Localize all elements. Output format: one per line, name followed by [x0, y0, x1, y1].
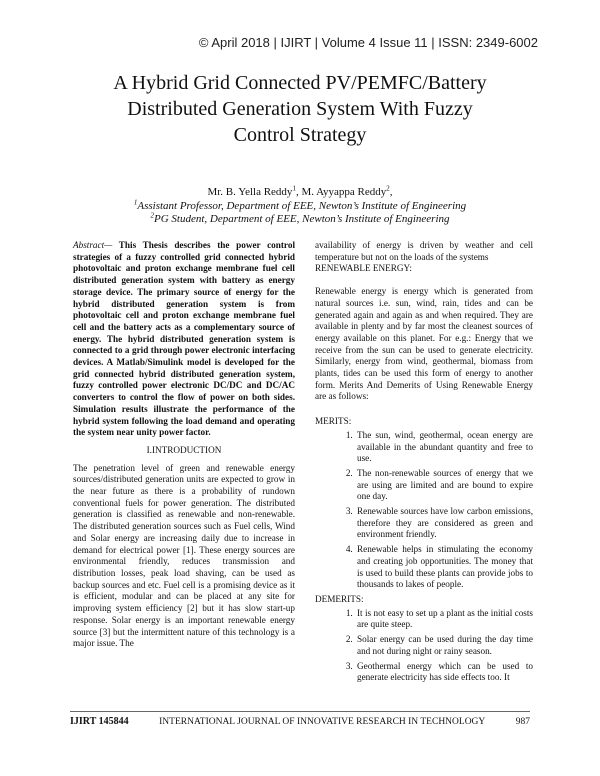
- abstract-text: This Thesis describes the power control strategies of a fuzzy controlled grid connected hybrid photovoltaic and proton exchange membrane fuel cell distributed generation system with battery as energy storage device. The primary source of energy for the hybrid distributed generation system is from photovoltaic cell and proton exchange membrane fuel cell and the battery acts as a complementary source of energy. The hybrid distributed generation system is connected to a grid through power electronic interfacing devices. A Matlab/Simulink model is developed for the grid connected hybrid distributed generation system, fuzzy controlled power electronic DC/DC and DC/AC converters to control the flow of power on both sides. Simulation results illustrate the performance of the hybrid system following the load demand and operating the system near unity power factor.: [73, 240, 295, 438]
- right-column: [315, 240, 533, 687]
- renewable-heading: RENEWABLE ENERGY:: [315, 263, 412, 274]
- journal-name: INTERNATIONAL JOURNAL OF INNOVATIVE RESEARCH IN TECHNOLOGY: [159, 717, 486, 727]
- title-line-1: A Hybrid Grid Connected PV/PEMFC/Battery: [113, 72, 487, 94]
- demerits-list: [315, 608, 533, 684]
- list-item: 1. The sun, wind, geothermal, ocean energy are available in the abundant quantity and free to use.: [355, 430, 533, 465]
- intro-heading: I.INTRODUCTION: [146, 444, 222, 455]
- affiliation-2: $^2$PG Student, Department of EEE, Newton’s Institute of Engineering: [150, 211, 450, 225]
- demerits-heading: DEMERITS:: [315, 593, 364, 604]
- page-footer: [70, 716, 530, 727]
- author-block: [60, 186, 540, 227]
- list-item: 3. Renewable sources have low carbon emissions, therefore they are considered as green and environment friendly.: [355, 506, 533, 541]
- title-line-3: Control Strategy: [233, 124, 367, 146]
- list-item: 2. The non-renewable sources of energy that we are using are limited and are bound to expire one day.: [355, 468, 533, 503]
- renewable-text: Renewable energy is energy which is generated from natural sources i.e. sun, wind, rain, tides and can be generated again and again as and when required. They are available in plenty and by far most the cleanest sources of energy available on this planet. For e.g.: Energy that we receive from the sun can be used to generate electricity. Similarly, energy from wind, geothermal, biomass from plants, tides can be used this form of energy to another form. Merits And Demerits of Using Renewable Energy are as follows:: [315, 286, 533, 402]
- list-item: 4. Renewable helps in stimulating the economy and creating job opportunities. The money that is used to build these plants can provide jobs to thousands to lakes of people.: [355, 544, 533, 591]
- abstract: [73, 240, 295, 439]
- intro-text: The penetration level of green and renewable energy sources/distributed generation units are expected to grow in the near future as there is a probability of rundown conventional fuels for power generation. The distributed generation is classified as renewable and non-renewable. The distributed generation sources such as Fuel cells, Wind and Solar energy are increasing daily due to increase in demand for electrical power [1]. These energy sources are environmental friendly, reduces transmission and distribution losses, peak load shaving, can be used as backup sources and etc. Fuel cell is a promising device as it is efficient, modular and can be placed at any site for improving system efficiency [2] but it has slow start-up response. Solar energy is an important renewable energy source [3] but the intermittent nature of this technology is a major issue. The: [73, 462, 295, 649]
- paper-title: [70, 70, 530, 148]
- merits-list: [315, 430, 533, 591]
- journal-header: © April 2018 | IJIRT | Volume 4 Issue 11 | ISSN: 2349-6002: [198, 35, 538, 50]
- author-names: Mr. B. Yella Reddy$^1$, M. Ayyappa Reddy$^2$,: [207, 184, 393, 198]
- journal-id: IJIRT 145844: [70, 716, 129, 727]
- list-item: 2. Solar energy can be used during the day time and not during night or rainy season.: [355, 634, 533, 657]
- page-number: 987: [515, 717, 530, 727]
- footer-divider: [70, 711, 530, 712]
- left-column: [73, 240, 295, 650]
- abstract-label: Abstract—: [73, 240, 113, 250]
- list-item: 3. Geothermal energy which can be used to generate electricity has side effects too. It: [355, 661, 533, 684]
- affiliation-1: $^1$Assistant Professor, Department of EEE, Newton’s Institute of Engineering: [133, 197, 467, 212]
- title-line-2: Distributed Generation System With Fuzzy: [127, 98, 473, 120]
- list-item: 1. It is not easy to set up a plant as the initial costs are quite steep.: [355, 608, 533, 631]
- intro-continuation: availability of energy is driven by weather and cell temperature but not on the loads of the systems: [315, 240, 533, 262]
- merits-heading: MERITS:: [315, 416, 352, 427]
